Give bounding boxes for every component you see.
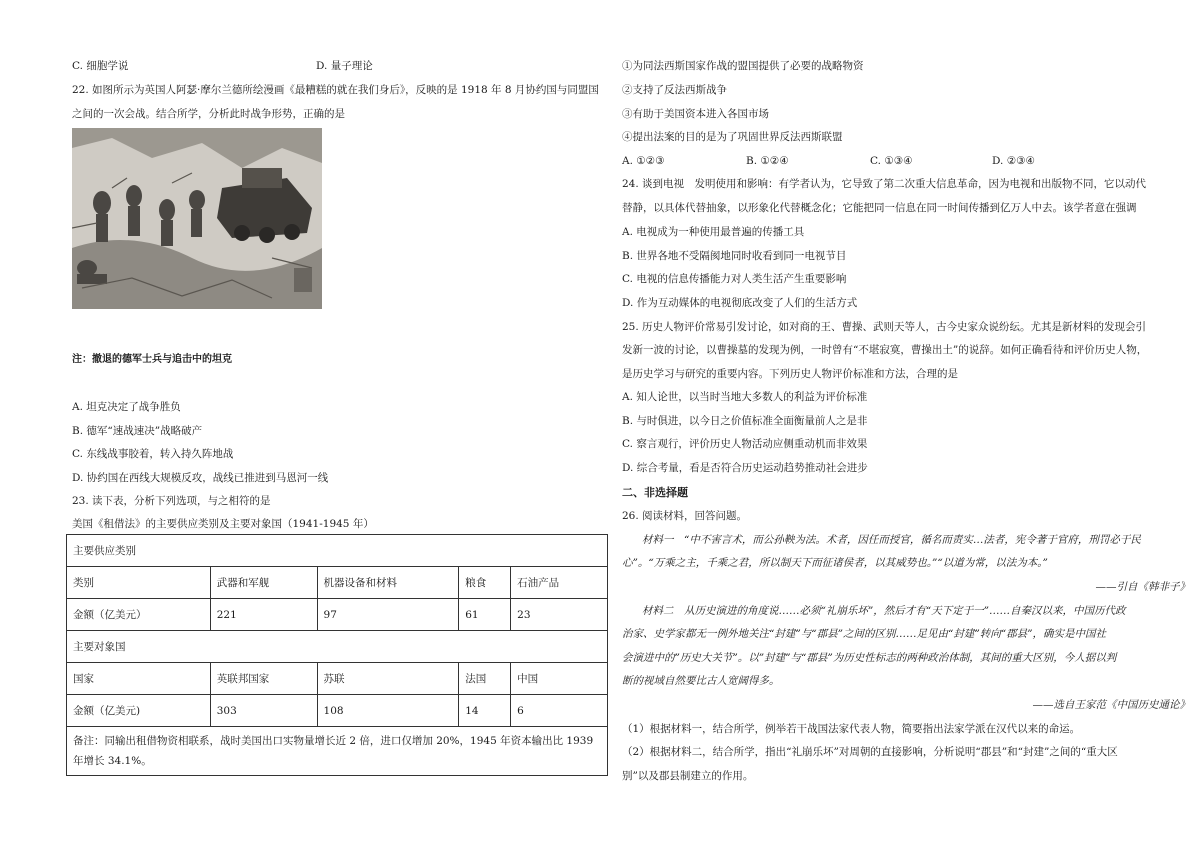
q25-option-a: A. 知人论世，以当时当地大多数人的利益为评价标准 bbox=[622, 391, 868, 403]
q23-item-3: ③有助于美国资本进入各国市场 bbox=[622, 108, 769, 120]
material1-line2: 心”。“万乘之主，千乘之君，所以制天下而征诸侯者，以其威势也。”“以道为常，以法为本。” bbox=[622, 557, 1048, 569]
table-section-label: 主要对象国 bbox=[67, 631, 608, 663]
q26-sub2-line2: 别”以及郡县制建立的作用。 bbox=[622, 770, 754, 782]
table-cell: 61 bbox=[459, 599, 511, 631]
q21-option-c: C. 细胞学说 bbox=[72, 60, 129, 72]
q25-stem-line2: 发新一波的讨论，以曹操墓的发现为例，一时曾有“不堪寂寞，曹操出土”的说辞。如何正确看待和评价历史人物， bbox=[622, 344, 1148, 356]
table-cell: 武器和军舰 bbox=[210, 567, 317, 599]
q23-table-title: 美国《租借法》的主要供应类别及主要对象国（1941-1945 年） bbox=[72, 518, 374, 530]
q22-stem-line2: 之间的一次会战。结合所学，分析此时战争形势，正确的是 bbox=[72, 108, 345, 120]
table-note-row bbox=[67, 727, 608, 776]
q26-intro: 26. 阅读材料，回答问题。 bbox=[622, 510, 748, 522]
table-cell: 金额（亿美元） bbox=[67, 599, 211, 631]
table-cell: 14 bbox=[459, 695, 511, 727]
table-section-row bbox=[67, 631, 608, 663]
table-cell: 石油产品 bbox=[511, 567, 608, 599]
q25-stem-line1: 25. 历史人物评价常易引发讨论，如对商的王、曹操、武则天等人，古今史家众说纷纭。尤其是新材料的发现会引 bbox=[622, 321, 1147, 333]
table-cell: 法国 bbox=[459, 663, 511, 695]
q25-option-d: D. 综合考量，看是否符合历史运动趋势推动社会进步 bbox=[622, 462, 868, 474]
table-cell: 108 bbox=[317, 695, 459, 727]
q24-option-c: C. 电视的信息传播能力对人类生活产生重要影响 bbox=[622, 273, 847, 285]
table-row bbox=[67, 567, 608, 599]
q22-option-d: D. 协约国在西线大规模反攻，战线已推进到马恩河一线 bbox=[72, 472, 329, 484]
table-section-row bbox=[67, 535, 608, 567]
table-row bbox=[67, 663, 608, 695]
table-row bbox=[67, 695, 608, 727]
q23-option-c: C. ①③④ bbox=[870, 155, 913, 167]
table-row bbox=[67, 599, 608, 631]
q23-option-a: A. ①②③ bbox=[622, 155, 665, 167]
q23-option-b: B. ①②④ bbox=[746, 155, 789, 167]
material2-line3: 会演进中的”历史大关节”。以”封建”与“郡县”为历史性标志的两种政治体制，其间的重大区别，今人据以判 bbox=[622, 652, 1117, 664]
material2-line2: 治家、史学家都无一例外地关注“封建”与“郡县”之间的区别……足见由“封建”转向“郡县”，确实是中国社 bbox=[622, 628, 1106, 640]
material2-line4: 断的视域自然要比古人宽阔得多。 bbox=[622, 675, 780, 687]
q23-item-2: ②支持了反法西斯战争 bbox=[622, 84, 727, 96]
q23-option-d: D. ②③④ bbox=[992, 155, 1035, 167]
section-heading: 二、非选择题 bbox=[622, 486, 688, 499]
material1-source: ——引自《韩非子》 bbox=[1095, 581, 1190, 593]
table-cell: 英联邦国家 bbox=[210, 663, 317, 695]
q25-option-c: C. 察言观行，评价历史人物活动应侧重动机而非效果 bbox=[622, 438, 868, 450]
q22-option-c: C. 东线战事胶着，转入持久阵地战 bbox=[72, 448, 234, 460]
table-cell: 303 bbox=[210, 695, 317, 727]
table-cell: 23 bbox=[511, 599, 608, 631]
q24-option-a: A. 电视成为一种使用最普遍的传播工具 bbox=[622, 226, 805, 238]
table-cell: 221 bbox=[210, 599, 317, 631]
table-cell: 金额（亿美元) bbox=[67, 695, 211, 727]
q23-item-1: ①为同法西斯国家作战的盟国提供了必要的战略物资 bbox=[622, 60, 864, 72]
table-cell: 中国 bbox=[511, 663, 608, 695]
q22-image-caption: 注：撤退的德军士兵与追击中的坦克 bbox=[72, 354, 232, 365]
table-cell: 粮食 bbox=[459, 567, 511, 599]
q24-option-b: B. 世界各地不受隔阂地同时收看到同一电视节目 bbox=[622, 250, 847, 262]
q24-stem-line2: 替静，以具体代替抽象，以形象化代替概念化；它能把同一信息在同一时间传播到亿万人中去。该学者意在强调 bbox=[622, 202, 1137, 214]
table-cell: 97 bbox=[317, 599, 459, 631]
q25-option-b: B. 与时俱进，以今日之价值标准全面衡量前人之是非 bbox=[622, 415, 868, 427]
q24-stem-line1: 24. 谈到电视 发明使用和影响：有学者认为，它导致了第二次重大信息革命，因为电视和出版物不同，它以动代 bbox=[622, 178, 1147, 190]
table-cell: 机器设备和材料 bbox=[317, 567, 459, 599]
q26-sub2-line1: （2）根据材料二，结合所学，指出“礼崩乐坏”对周朝的直接影响，分析说明“郡县”和“封建”之间的“重大区 bbox=[622, 746, 1118, 758]
table-note: 备注：同输出租借物资相联系，战时美国出口实物量增长近 2 倍，进口仅增加 20%，1945 年资本输出比 1939 年增长 34.1%。 bbox=[67, 727, 608, 776]
lend-lease-table bbox=[66, 534, 608, 776]
q24-option-d: D. 作为互动媒体的电视彻底改变了人们的生活方式 bbox=[622, 297, 858, 309]
war-cartoon-image bbox=[72, 128, 322, 309]
q22-option-b: B. 德军“速战速决”战略破产 bbox=[72, 425, 203, 437]
q25-stem-line3: 是历史学习与研究的重要内容。下列历史人物评价标准和方法，合理的是 bbox=[622, 368, 958, 380]
q22-option-a: A. 坦克决定了战争胜负 bbox=[72, 401, 181, 413]
table-section-label: 主要供应类别 bbox=[67, 535, 608, 567]
table-cell: 国家 bbox=[67, 663, 211, 695]
table-cell: 苏联 bbox=[317, 663, 459, 695]
material1-line1: 材料一 “中不害言术，而公孙鞅为法。术者，因任而授官，循名而责实…法者，宪令著于官府，刑罚必于民 bbox=[642, 534, 1141, 546]
table-cell: 类别 bbox=[67, 567, 211, 599]
material2-line1: 材料二 从历史演进的角度说……必须“礼崩乐坏”，然后才有“天下定于一”……自秦汉以来，中国历代政 bbox=[642, 605, 1126, 617]
q23-item-4: ④提出法案的目的是为了巩固世界反法西斯联盟 bbox=[622, 131, 843, 143]
table-cell: 6 bbox=[511, 695, 608, 727]
q26-sub1: （1）根据材料一，结合所学，例举若干战国法家代表人物，简要指出法家学派在汉代以来的命运。 bbox=[622, 723, 1081, 735]
q23-stem: 23. 读下表，分析下列选项，与之相符的是 bbox=[72, 495, 271, 507]
q22-stem-line1: 22. 如图所示为英国人阿瑟·摩尔兰德所绘漫画《最糟糕的就在我们身后》，反映的是 1918 年 8 月协约国与同盟国 bbox=[72, 84, 599, 96]
q21-option-d: D. 量子理论 bbox=[316, 60, 373, 72]
material2-source: ——选自王家范《中国历史通论》 bbox=[1032, 699, 1190, 711]
